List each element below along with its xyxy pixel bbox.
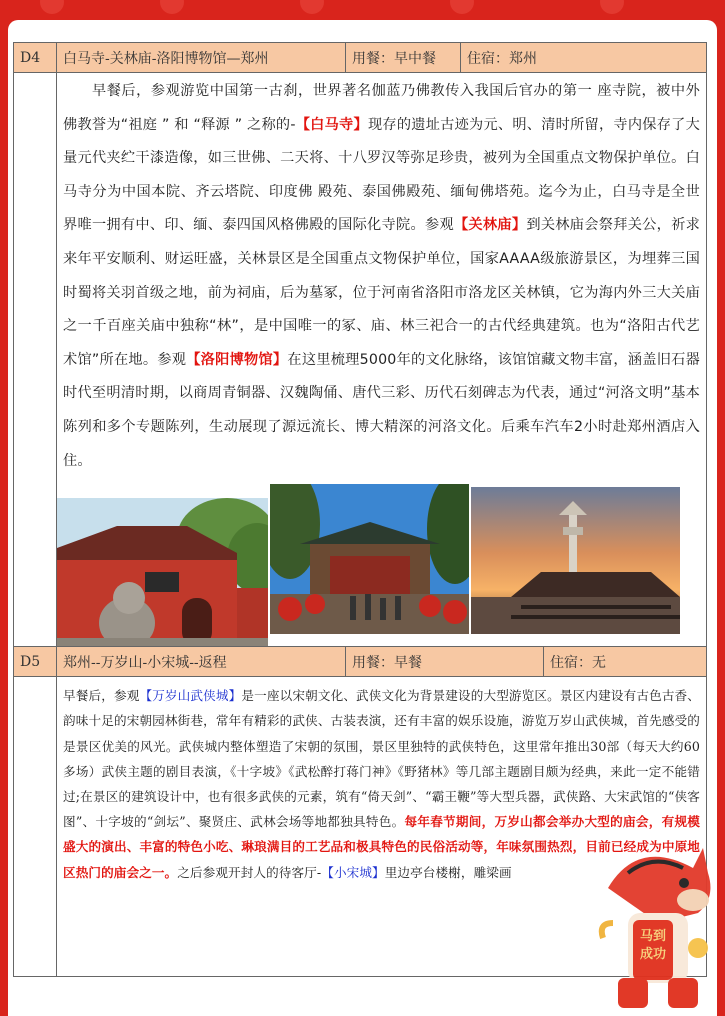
desc-text: 之后参观开封人的待客厅- — [177, 864, 322, 880]
desc-text: 现存的遗址古迹为元、明、清时所留，寺内保存了大量元代夹纻干漆造像，如三世佛、二天将、十八罗汉等弥足珍贵，被列为全国重点文物保护单位。白马寺分为中国本院、齐云塔院、印度佛 殿苑、泰国佛殿苑、缅甸佛塔苑。迄今为止，白马寺是全世界唯一拥有中、印、缅、泰四国风格佛殿的国际化寺院。参观 — [63, 116, 700, 234]
route-label: 白马寺-关林庙-洛阳博物馆—郑州 — [57, 43, 346, 72]
day-label: D5 — [14, 647, 57, 676]
petal-decoration — [450, 0, 474, 14]
petal-decoration — [300, 0, 324, 14]
day-label: D4 — [14, 43, 57, 72]
day-header-row — [14, 647, 706, 677]
body-side-cell — [14, 677, 57, 976]
luoyang-museum-photo — [471, 487, 680, 634]
attraction-highlight: 【白马寺】 — [295, 116, 368, 133]
mascot-banner-text: 马到 — [639, 929, 667, 944]
stay-label: 住宿：郑州 — [467, 50, 537, 67]
white-horse-temple-photo — [57, 498, 268, 646]
guanlin-temple-photo — [270, 484, 469, 634]
desc-text: 是一座以宋朝文化、武侠文化为背景建设的大型游览区。景区内建设有古色古香、韵味十足的宋朝园林街巷，常年有精彩的武侠、古装表演，还有丰富的娱乐设施，游览万岁山武侠城，首先感受的是景区优美的风光。武侠城内整体塑造了宋朝的氛围，景区里独特的武侠特色，这里常年推出30部（每天大约60多场）武侠主题的剧目表演，《十字坡》《武松醉打蒋门神》《野猪林》等几部主题剧目颇为经典，来此一定不能错过;在景区的建筑设计中，也有很多武侠的元素，筑有“倚天剑”、“霸王鞭”等大型兵器，武侠路、大宋武馆的“侠客图”、十字坡的“剑坛”、聚贤庄、武林会场等地都独具特色。 — [63, 688, 700, 830]
stay-label: 住宿：无 — [550, 654, 606, 671]
body-side-cell — [14, 73, 57, 646]
festival-highlight: 每年春节期间，万岁山都会举办大型的庙会，有规模盛大的演出、丰富的特色小吃、琳琅满目的工艺品和极具特色的民俗活动等，年味氛围热烈，目前已经成为中原地区热门的庙会之一。 — [63, 814, 700, 880]
day-body-row — [14, 73, 706, 647]
attraction-highlight: 【小宋城】 — [321, 864, 385, 880]
desc-text: 早餐后，参观游览中国第一古刹，世界著名伽蓝乃佛教传入我国后官办的第一 座寺院，被中外佛教誉为“祖庭 ” 和 “释源 ” 之称的- — [63, 83, 700, 133]
meal-label: 用餐：早中餐 — [346, 43, 461, 72]
desc-text: 到关林庙会祭拜关公，祈求来年平安顺利、财运旺盛，关林景区是全国重点文物保护单位，国家AAAA级旅游景区，为埋葬三国时蜀将关羽首级之地，前为祠庙，后为墓冢，位于河南省洛阳市洛龙区关林镇，它为海内外三大关庙之一千百座关庙中独称“林”，是中国唯一的冢、庙、林三祀合一的古代经典建筑。也为“洛阳古代艺术馆”所在地。参观 — [63, 217, 700, 368]
desc-text: 里边亭台楼榭，雕梁画 — [384, 864, 512, 880]
day-content — [57, 73, 706, 646]
petal-decoration — [160, 0, 184, 14]
day-description — [57, 75, 706, 478]
attraction-highlight: 【洛阳博物馆】 — [186, 351, 288, 368]
svg-text:成功: 成功 — [639, 947, 667, 962]
horse-mascot-decoration — [598, 828, 716, 1016]
desc-text: 在这里梳理5000年的文化脉络，该馆馆藏文物丰富，涵盖旧石器时代至明清时期，以商周青铜器、汉魏陶俑、唐代三彩、历代石刻碑志为代表，通过“河洛文明”基本陈列和多个专题陈列，生动展现了源远流长、博大精深的河洛文化。后乘车汽车2小时赴郑州酒店入住。 — [63, 351, 700, 469]
attraction-highlight: 【关林庙】 — [453, 217, 527, 234]
photo-strip — [57, 484, 706, 646]
meal-label: 用餐：早餐 — [346, 647, 544, 676]
route-label: 郑州--万岁山-小宋城--返程 — [57, 647, 346, 676]
petal-decoration — [600, 0, 624, 14]
desc-text: 早餐后，参观 — [63, 688, 140, 704]
day-header-row — [14, 43, 706, 73]
attraction-highlight: 【万岁山武侠城】 — [139, 688, 242, 704]
top-decorative-border — [0, 0, 725, 18]
petal-decoration — [40, 0, 64, 14]
